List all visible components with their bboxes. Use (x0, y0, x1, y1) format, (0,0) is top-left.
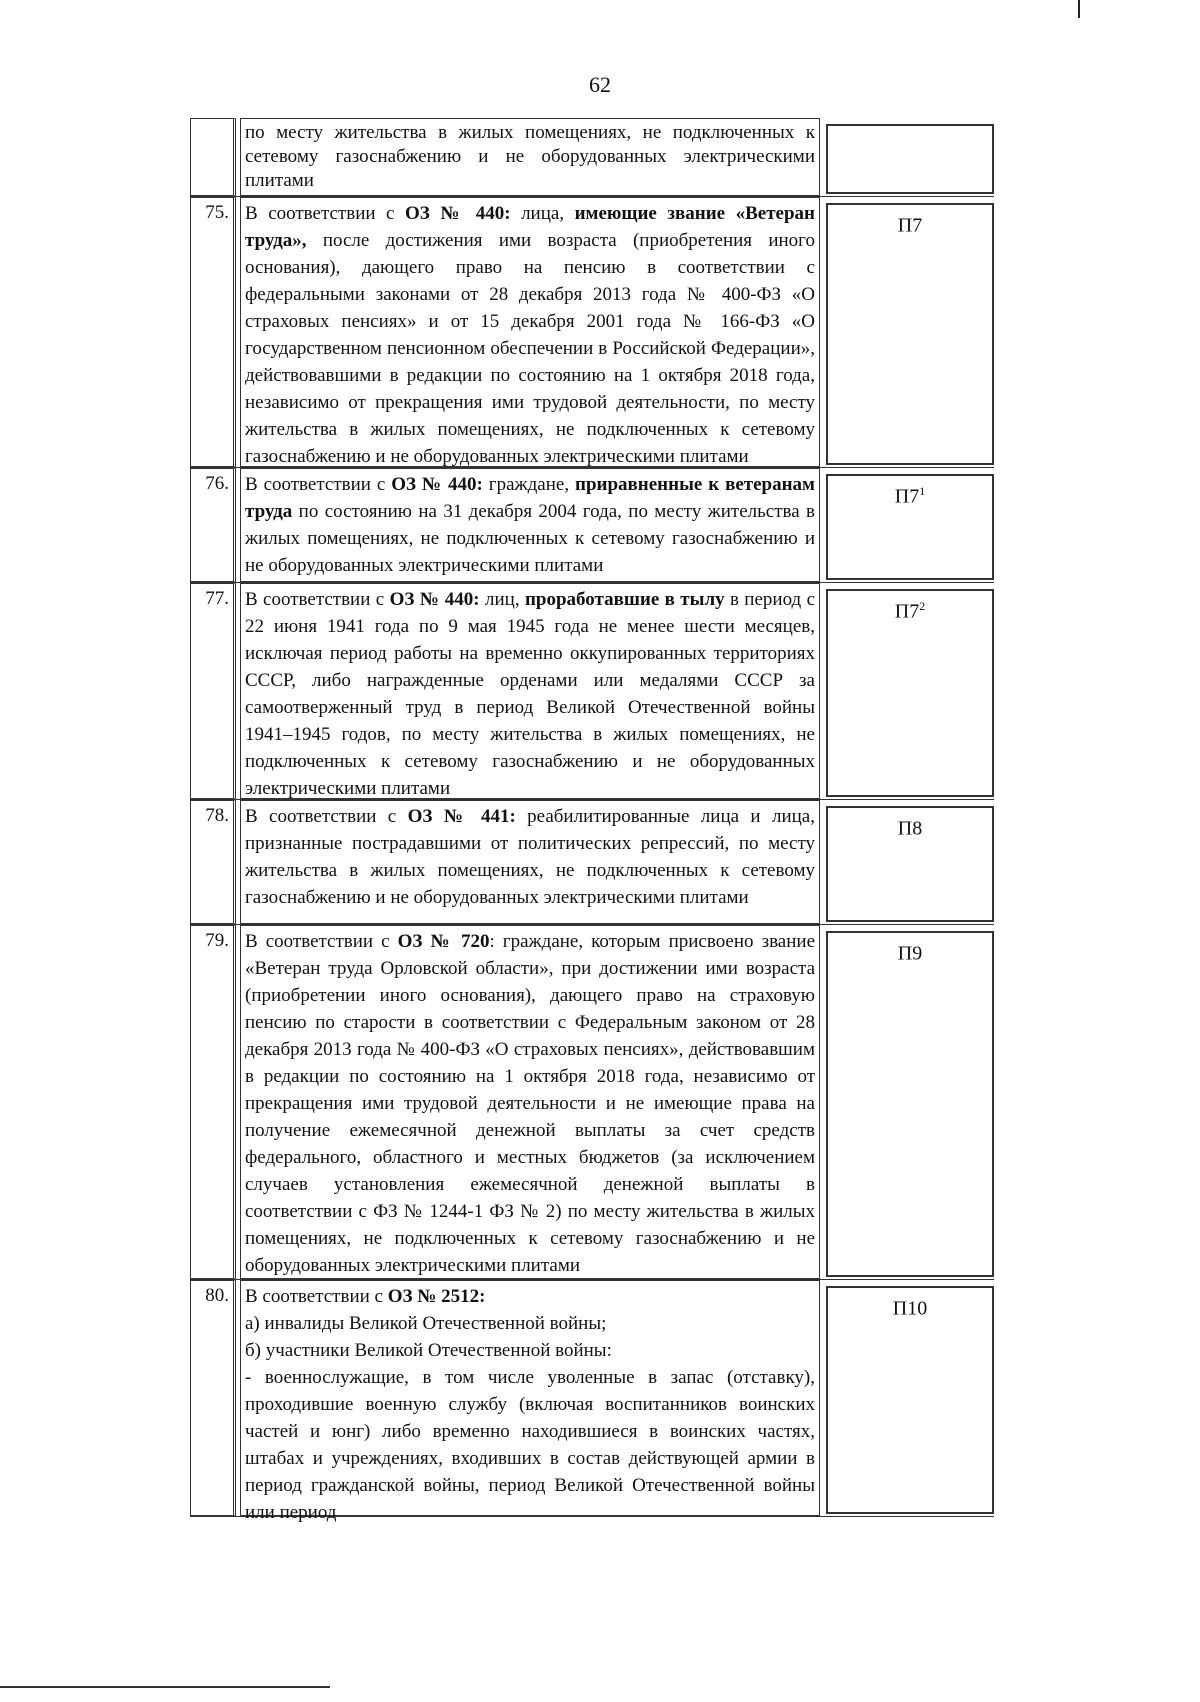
row-number: 78. (190, 800, 236, 924)
footer-divider (0, 1686, 330, 1688)
row-description: В соответствии с ОЗ № 441: реабилитированные лица и лица, признанные пострадавшими от политических репрессий, по месту жительства в жилых помещениях, не подключенных к сетевому газоснабжению и не оборудованных электрическими плитами (240, 800, 820, 924)
row-code (826, 124, 994, 194)
row-description: В соответствии с ОЗ № 440: лица, имеющие звание «Ветеран труда», после достижения ими возраста (приобретения иного основания), дающего право на пенсию в соответствии с федеральными законами от 28 декабря 2013 года № 400-ФЗ «О страховых пенсиях» и от 15 декабря 2001 года № 166-ФЗ «О государственном пенсионном обеспечении в Российской Федерации», действовавшими в редакции по состоянию на 1 октября 2018 года, независимо от прекращения ими трудовой деятельности, по месту жительства в жилых помещениях, не подключенных к сетевому газоснабжению и не оборудованных электрическими плитами (240, 197, 820, 467)
row-code: П7 (826, 203, 994, 465)
table-row (190, 118, 994, 197)
row-number: 79. (190, 925, 236, 1279)
row-code: $П7^1$ (826, 474, 994, 580)
row-description: по месту жительства в жилых помещениях, не подключенных к сетевому газоснабжению и не оборудованных электрическими плитами (240, 118, 820, 196)
row-number: 80. (190, 1280, 236, 1516)
row-description: В соответствии с ОЗ № 440: лиц, проработавшие в тылу в период с 22 июня 1941 года по 9 мая 1945 года не менее шести месяцев, исключая период работы на временно оккупированных территориях СССР, либо награжденные орденами или медалями СССР за самоотверженный труд в период Великой Отечественной войны 1941–1945 годов, по месту жительства в жилых помещениях, не подключенных к сетевому газоснабжению и не оборудованных электрическими плитами (240, 583, 820, 799)
row-number: 76. (190, 468, 236, 582)
row-code: П9 (826, 931, 994, 1277)
benefits-table (190, 118, 994, 1523)
table-row (190, 197, 994, 468)
row-code: П8 (826, 806, 994, 922)
table-row (190, 925, 994, 1280)
table-row (190, 1280, 994, 1523)
row-code: П10 (826, 1286, 994, 1514)
row-number (190, 118, 236, 196)
row-description: В соответствии с ОЗ № 2512: а) инвалиды Великой Отечественной войны; б) участники Великой Отечественной войны: - военнослужащие, в том числе уволенные в запас (отставку), проходившие военную службу (включая воспитанников воинских частей и юнг) либо временно находившиеся в воинских частях, штабах и учреждениях, входивших в состав действующей армии в период гражданской войны, период Великой Отечественной войны или период (240, 1280, 820, 1516)
table-row (190, 468, 994, 583)
table-row (190, 800, 994, 925)
scan-mark (1078, 0, 1080, 18)
page-number: 62 (589, 72, 611, 97)
row-code: $П7^2$ (826, 589, 994, 797)
row-number: 75. (190, 197, 236, 467)
row-description: В соответствии с ОЗ № 440: граждане, приравненные к ветеранам труда по состоянию на 31 декабря 2004 года, по месту жительства в жилых помещениях, не подключенных к сетевому газоснабжению и не оборудованных электрическими плитами (240, 468, 820, 582)
row-description: В соответствии с ОЗ № 720: граждане, которым присвоено звание «Ветеран труда Орловской области», при достижении ими возраста (приобретении иного основания), дающего право на страховую пенсию по старости в соответствии с Федеральным законом от 28 декабря 2013 года № 400-ФЗ «О страховых пенсиях», действовавшим в редакции по состоянию на 1 октября 2018 года, независимо от прекращения ими трудовой деятельности и не имеющие права на получение ежемесячной денежной выплаты за счет средств федерального, областного и местных бюджетов (за исключением случаев установления ежемесячной денежной выплаты в соответствии с ФЗ № 1244-1 ФЗ № 2) по месту жительства в жилых помещениях, не подключенных к сетевому газоснабжению и не оборудованных электрическими плитами (240, 925, 820, 1279)
row-number: 77. (190, 583, 236, 799)
table-row (190, 583, 994, 800)
